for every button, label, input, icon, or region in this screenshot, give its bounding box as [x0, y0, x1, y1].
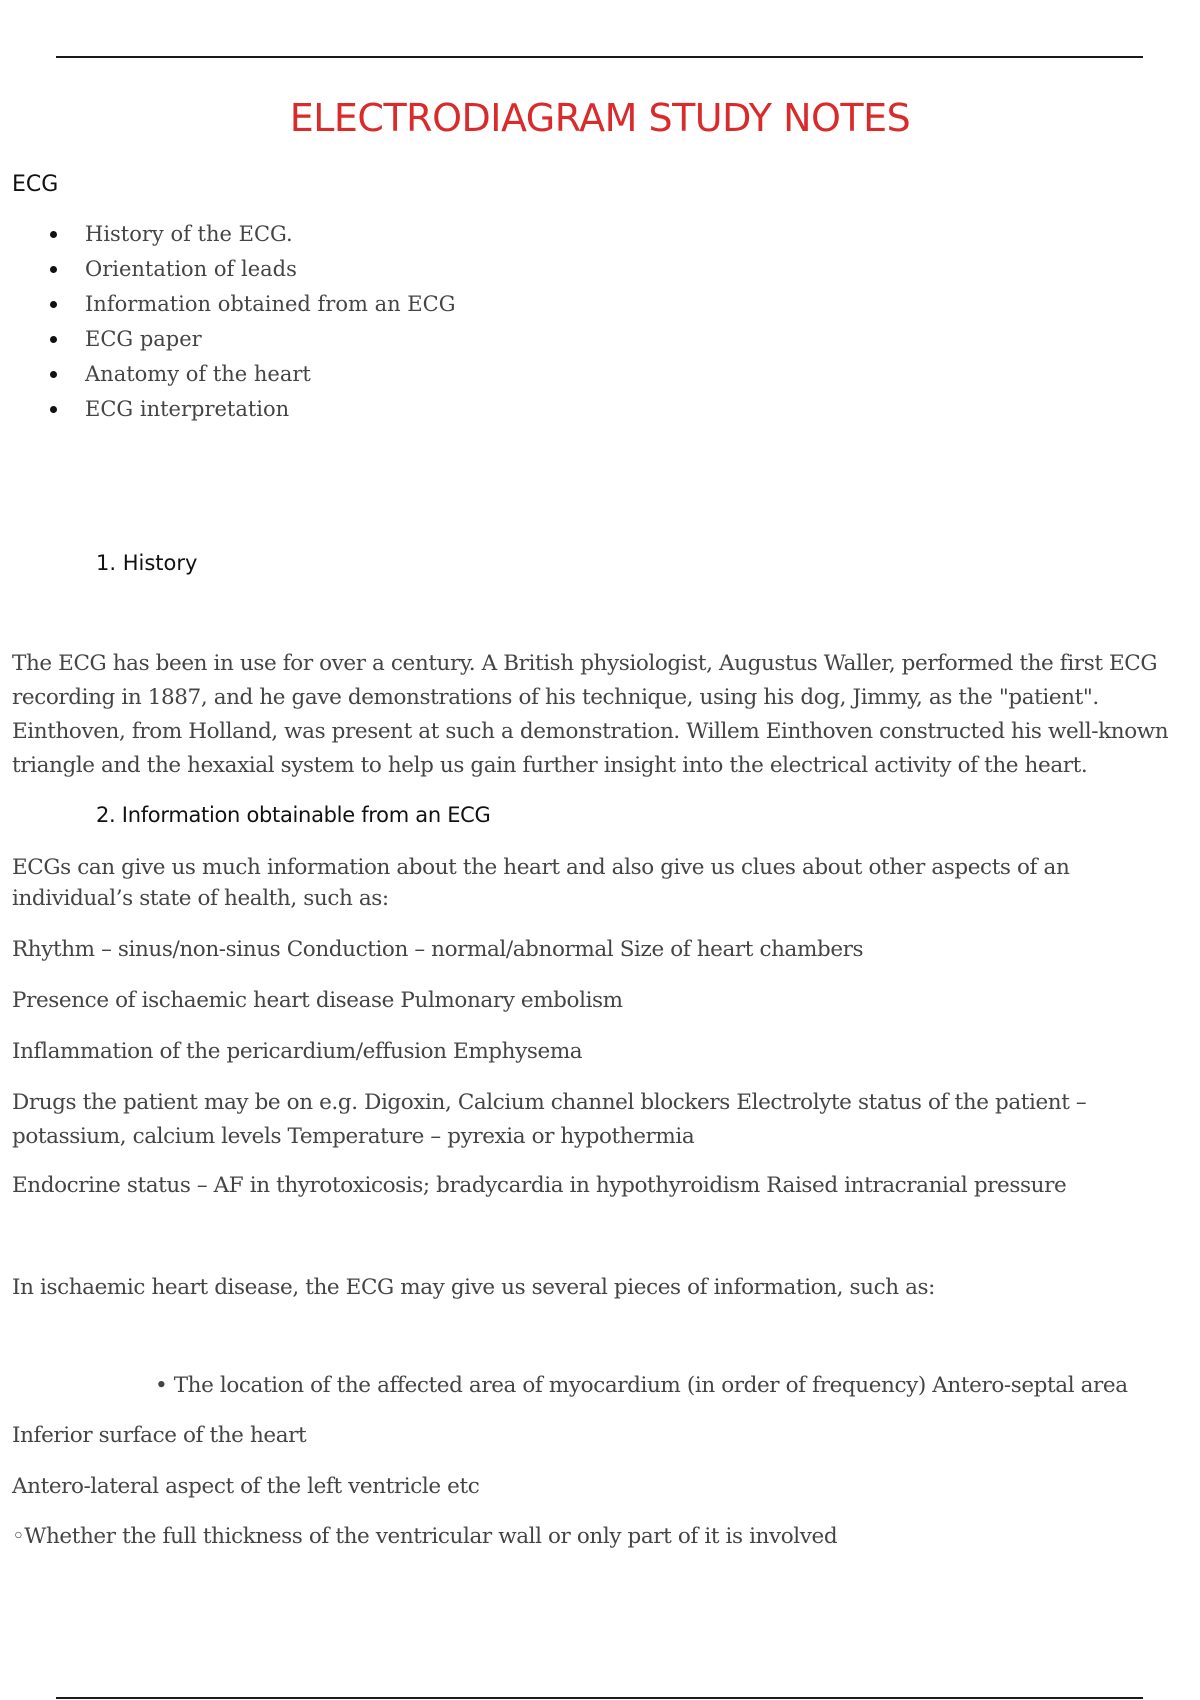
information-intro: ECGs can give us much information about the heart and also give us clues about other aspects of an individual’s state of health, such as:	[12, 855, 1070, 911]
bullet-icon	[50, 231, 57, 238]
information-item: Presence of ischaemic heart disease Pulmonary embolism	[12, 988, 623, 1013]
information-item: Inflammation of the pericardium/effusion Emphysema	[12, 1039, 583, 1064]
thickness-bullet: ◦Whether the full thickness of the ventricular wall or only part of it is involved	[12, 1524, 838, 1549]
bullet-icon	[50, 336, 57, 343]
bullet-icon	[50, 301, 57, 308]
bottom-rule	[56, 1697, 1143, 1699]
list-item: ECG paper	[0, 325, 455, 360]
location-item: Inferior surface of the heart	[12, 1423, 307, 1448]
toc-list	[0, 220, 455, 430]
bullet-icon	[50, 266, 57, 273]
page-title: ELECTRODIAGRAM STUDY NOTES	[289, 96, 911, 140]
list-item: Information obtained from an ECG	[0, 290, 455, 325]
information-item: Endocrine status – AF in thyrotoxicosis; bradycardia in hypothyroidism Raised intracranial pressure	[12, 1173, 1067, 1198]
location-item: Antero-lateral aspect of the left ventricle etc	[12, 1474, 480, 1499]
history-heading: 1. History	[96, 551, 198, 575]
information-item: Drugs the patient may be on e.g. Digoxin, Calcium channel blockers Electrolyte status of the patient – potassium, calcium levels Temperature – pyrexia or hypothermia	[12, 1090, 1087, 1149]
location-bullet: • The location of the affected area of myocardium (in order of frequency) Antero-septal area	[155, 1373, 1128, 1398]
section-label: ECG	[12, 172, 59, 197]
bullet-icon	[50, 371, 57, 378]
information-heading: 2. Information obtainable from an ECG	[96, 803, 491, 827]
list-item: Anatomy of the heart	[0, 360, 455, 395]
list-item: History of the ECG.	[0, 220, 455, 255]
list-item: Orientation of leads	[0, 255, 455, 290]
top-rule	[56, 56, 1143, 58]
information-item: Rhythm – sinus/non-sinus Conduction – normal/abnormal Size of heart chambers	[12, 937, 864, 962]
history-paragraph: The ECG has been in use for over a century. A British physiologist, Augustus Waller, performed the first ECG recording in 1887, and he gave demonstrations of his technique, using his dog, Jimmy, as the "patient". Einthoven, from Holland, was present at such a demonstration. Willem Einthoven constructed his well-known triangle and the hexaxial system to help us gain further insight into the electrical activity of the heart.	[12, 651, 1169, 778]
bullet-icon	[50, 406, 57, 413]
list-item: ECG interpretation	[0, 395, 455, 430]
ischaemic-intro: In ischaemic heart disease, the ECG may give us several pieces of information, such as:	[12, 1275, 936, 1300]
